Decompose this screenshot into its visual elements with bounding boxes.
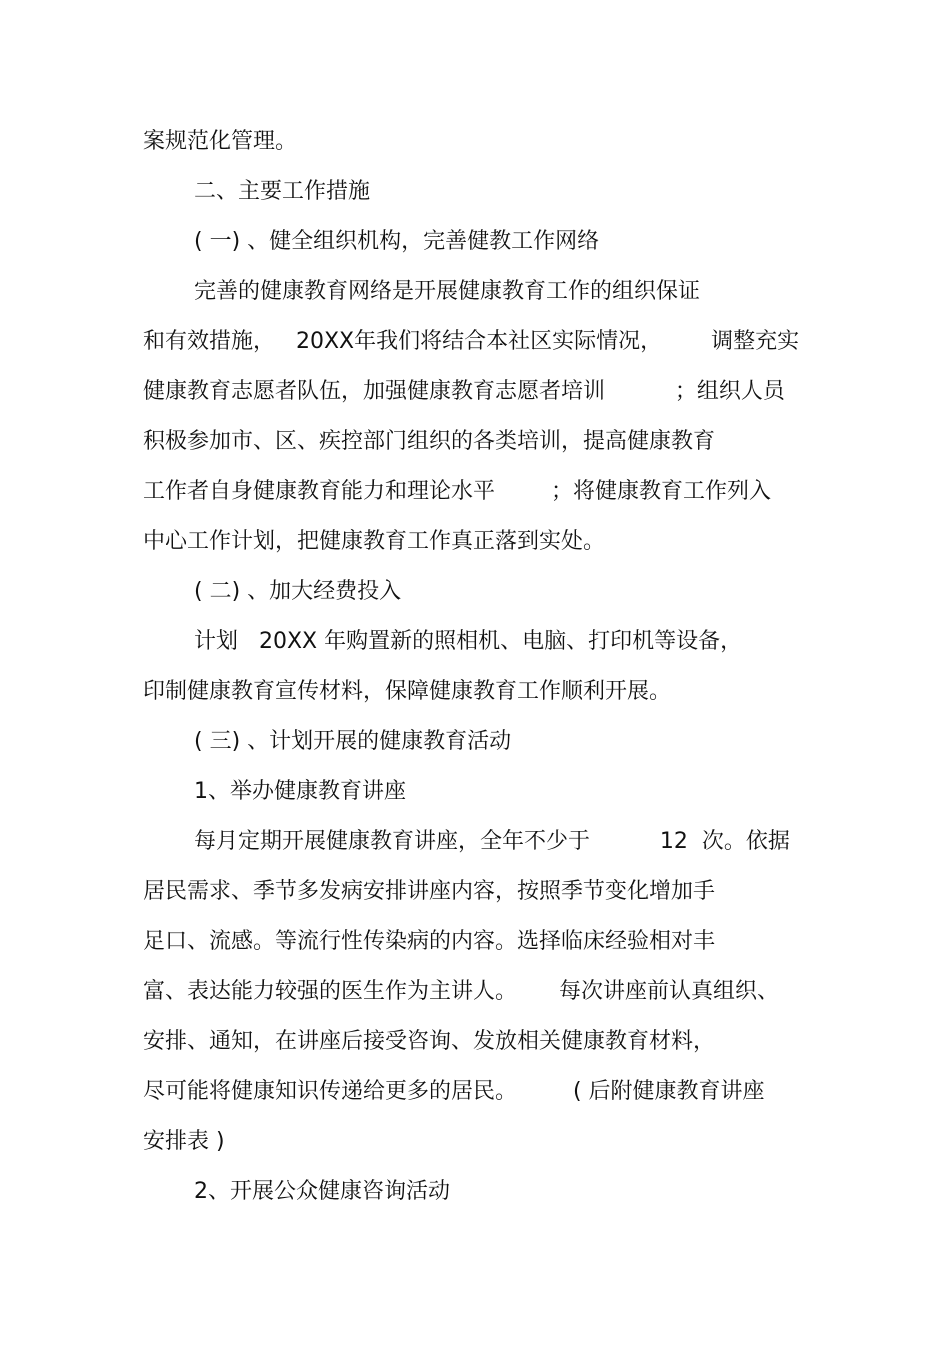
section-heading: 二、主要工作措施 (194, 179, 371, 204)
subsection-heading: ( 二) 、加大经费投入 (194, 579, 402, 604)
subsection-heading: ( 三) 、计划开展的健康教育活动 (194, 729, 512, 754)
text-line: 每月定期开展健康教育讲座，全年不少于 12 次。依据 (194, 829, 790, 854)
text-line: 工作者自身健康教育能力和理论水平 ；将健康教育工作列入 (143, 479, 771, 504)
text-line: 中心工作计划，把健康教育工作真正落到实处。 (143, 529, 606, 554)
text-line: 健康教育志愿者队伍，加强健康教育志愿者培训 ；组织人员 (143, 379, 785, 404)
text-line: 居民需求、季节多发病安排讲座内容，按照季节变化增加手 (143, 879, 716, 904)
item-heading: 2、开展公众健康咨询活动 (194, 1179, 450, 1204)
text-line: 完善的健康教育网络是开展健康教育工作的组织保证 (194, 279, 701, 304)
text-line: 安排、通知，在讲座后接受咨询、发放相关健康教育材料， (143, 1029, 716, 1054)
text-line: 印制健康教育宣传材料，保障健康教育工作顺利开展。 (143, 679, 672, 704)
text-line: 案规范化管理。 (143, 129, 298, 154)
item-heading: 1、举办健康教育讲座 (194, 779, 406, 804)
text-line: 足口、流感。等流行性传染病的内容。选择临床经验相对丰 (143, 929, 716, 954)
text-line: 积极参加市、区、疾控部门组织的各类培训，提高健康教育 (143, 429, 716, 454)
text-line: 尽可能将健康知识传递给更多的居民。 ( 后附健康教育讲座 (143, 1079, 765, 1104)
text-line: 计划 20XX 年购置新的照相机、电脑、打印机等设备， (194, 629, 743, 654)
text-line: 和有效措施， 20XX年我们将结合本社区实际情况， 调整充实 (143, 329, 800, 354)
text-line: 富、表达能力较强的医生作为主讲人。 每次讲座前认真组织、 (143, 979, 779, 1004)
subsection-heading: ( 一) 、健全组织机构，完善健教工作网络 (194, 229, 600, 254)
text-line: 安排表 ) (143, 1129, 225, 1154)
